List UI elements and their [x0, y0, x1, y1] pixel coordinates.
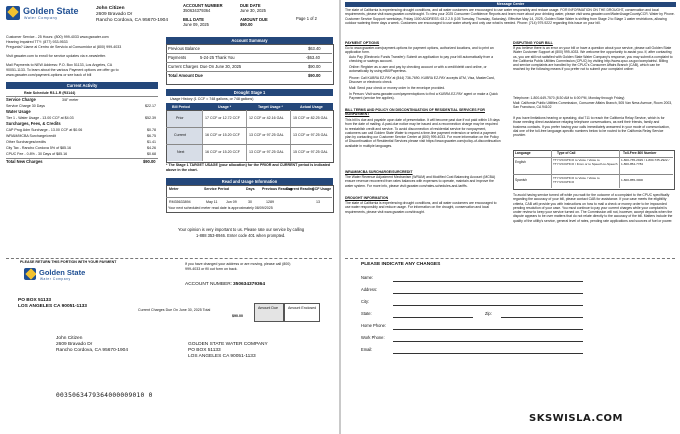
payment-options-title: PAYMENT OPTIONS — [345, 41, 380, 45]
activity-amount: $0.78 — [147, 128, 156, 132]
remit-city: LOS ANGELES CA 90051-1133 — [18, 304, 87, 309]
form-label-address: Address: — [361, 287, 378, 292]
company-subtitle: Water Company — [24, 16, 58, 20]
form-label-email: Email: — [361, 347, 373, 352]
relay-type: TTY/VCO/HCO to Voice / Voice to TTY/VCO/HCO / From or to Speech-to-Speech — [553, 158, 618, 167]
dispute-text: If you believe there is an error on your bill or have a question about your service, please call Golden State Water Customer Support at (800) 999-4033. We welcome the opportunity to assist you. If, after contacting us, you are still not satisfied with Golden State Water Company's response, you may submit a complaint to the California Public Utilities Commission (CPUC) by visiting http://www.cpuc.ca.gov/complaints/. Billing and service complaints are handled by the CPUC's Consumer Affairs Branch (CAB), which can be reached by the following means if you prefer not to submit your complaint online: — [513, 46, 673, 72]
stub-company-subtitle: Water Company — [40, 277, 71, 281]
relay-text: If you have limitations hearing or speaking, dial 711 to reach the California Relay Service, which is for those needing direct assistance relaying telephone conversations, as well their friends, family and business contacts. If you prefer having your calls immediately answered in your mode of communication, dial one of the toll-free language-specific numbers below to be routed to the California Relay Service provider. — [513, 116, 670, 137]
home-phone-field[interactable] — [393, 329, 583, 330]
usage-cell: 17 CCF or 12.72 CCF — [205, 116, 240, 120]
activity-line: Service Charge 30 Days — [6, 104, 45, 108]
account-summary-title: Account Summary — [166, 37, 333, 44]
changes-title: PLEASE INDICATE ANY CHANGES — [361, 262, 441, 267]
contact-mail-1: Mail Payments to NEW Address: P.O. Box 51133, Los Angeles, CA — [6, 63, 113, 67]
summary-detail: Due On June 30, 2025 — [200, 64, 242, 69]
activity-line: CAP Prog Adm Surcharge - 13.00 CCF at $0.06 — [6, 128, 83, 132]
activity-line: Other Surcharges/credits — [6, 140, 46, 144]
usage-cell: 16 CCF or 15.20 CCF — [205, 150, 240, 154]
summary-label: Current Charges — [168, 64, 199, 69]
relay-number: 1-800-855-3000 — [621, 178, 644, 182]
relay-header: Language — [515, 151, 531, 155]
usage-period: Current — [174, 133, 186, 137]
activity-line: CPUC Fee - 0.8% - 30 Days of $85.16 — [6, 152, 68, 156]
relay-language: English — [515, 160, 526, 164]
bill-terms-text: This bill is due and payable upon date of presentation. It will become past due if not paid within 19 days from the date of mailing. A past-due notice may be issued and a reconnection charge may be required to reestablish credit and service. To avoid disconnection of residential service for nonpayment, customers can call Golden State Water to request a time-line payment extension or select a payment plan by contacting our Customer Service Center at (800) 999-4033. For more information on the Policy of Discontinuation of Residential Services please visit https://www.gswater.com/policy-of-discontinuation available in multiple languages. — [345, 118, 501, 148]
payment-option: Phone: Call KUBRA EZ-PAY at (844) 736-7690. KUBRA EZ-PAY accepts ATM, Visa, MasterCard, Discover or electronic check. — [349, 76, 495, 85]
payee-city: LOS ANGELES CA 90051-1133 — [188, 354, 256, 359]
form-label-name: Name: — [361, 275, 374, 280]
payee-name: GOLDEN STATE WATER COMPANY — [188, 342, 268, 347]
meter-cell: 1289 — [266, 200, 274, 204]
bill-back-page — [341, 0, 680, 434]
due-date: June 30, 2025 — [240, 8, 266, 13]
usage-footnote: * The Stage 1 TARGET USAGE (your allocation) for the PRIOR and CURRENT period is indicated above in the chart. — [166, 163, 331, 172]
cpuc-mail: Mail: California Public Utilities Commission, Consumer Affairs Branch, 505 Van Ness Avenue, Room 2003, San Francisco, CA 94102 — [513, 101, 673, 110]
stub-account-label: ACCOUNT NUMBER: — [185, 282, 233, 287]
customer-name: John Citizen — [96, 6, 125, 11]
activity-amount: $0.68 — [147, 152, 156, 156]
wram-title: WRAM/MCBA SURCHARGE/SURCREDIT — [345, 170, 413, 174]
drought-stage-title: Drought Stage 1 — [166, 89, 333, 96]
account-number: 350634379364 — [183, 8, 211, 13]
page-number: Page 1 of 2 — [296, 16, 317, 21]
activity-amount: $6.75 — [147, 134, 156, 138]
state-field[interactable] — [393, 317, 473, 318]
customer-address-2: Rancho Cordova, CA 95670-1904 — [96, 18, 169, 23]
account-number-label: ACCOUNT NUMBER — [183, 3, 223, 8]
usage-header: Usage * — [218, 105, 232, 109]
surcharges-label: Surcharges, Fees, & Credits — [6, 121, 61, 126]
water-usage-label: Water Usage — [6, 109, 31, 114]
meter-header: Days — [246, 187, 255, 191]
rate-schedule: Rate Schedule R3-1-R (R3144) — [24, 91, 76, 95]
amount-due: $90.00 — [240, 22, 253, 27]
relay-language: Spanish — [515, 178, 527, 182]
meter-header: Current Reading — [286, 187, 315, 191]
message-center-title: Message Center — [345, 2, 676, 7]
meter-info-title: Read and Usage Information — [166, 178, 333, 185]
usage-cell: 16 CCF or 15.20 CCF — [205, 133, 240, 137]
activity-line: City Tax - Rancho Cordova 5% of $85.16 — [6, 146, 72, 150]
usage-cell: 13 CCF or 97.25 GAL — [249, 133, 284, 137]
contact-email-note: Visit gswater.com to enroll for service updates via e-newsletter. — [6, 54, 107, 58]
customer-address-1: 2609 Bravado Dr — [96, 12, 133, 17]
meter-header: Meter — [169, 187, 179, 191]
drought-info-text: The state of California is experiencing drought conditions, and all water customers are encouraged to use water responsibly and reduce usage. For information on the drought, conservation and local requirements, please visit www.gswater.com/drought. — [345, 201, 497, 214]
due-date-label: DUE DATE — [240, 3, 261, 8]
stub-customer-name: John Citizen — [56, 336, 83, 341]
usage-cell: 15 CCF or 82.25 GAL — [293, 116, 328, 120]
message-center-text: The state of California is experiencing drought conditions, and all water customers are encouraged to use water responsibly and reduce usage. FOR INFORMATION ON THE DROUGHT, conservation and local requirements, please visit www.gswater.com/drought. To view your 2025 Consumer Confidence Reports and learn more about your drinking water, please visit www.gswater.com/WaterUsageCountyCCR. Water by Phone. Customer Service Support: weekdays, Friday 1000 ADDRESS: 63 2.2.5 (105 Tuesday, Thursday, Saturday). Effective May 14, 2025, Golden State Water is shifting from Stage 2 to Stage 1 water restrictions, allowing outdoor watering three days a week. Customers are encouraged to use water wisely and only use what is needed. Phone: (714) 979-9222 regarding this issue on your bill. — [345, 8, 675, 25]
summary-amount: $63.40 — [308, 46, 321, 51]
stub-due-line: Current Charges Due On June 30, 2025 Total — [138, 308, 211, 312]
contact-line-2: Hearing Impaired TTY: (877) 933-9533 — [6, 40, 68, 44]
activity-line: WRAM/MCBA Surcharge/credit — [6, 134, 56, 138]
meter-cell: May 11 — [206, 200, 218, 204]
summary-label: Payments — [168, 55, 187, 60]
usage-header: Actual Usage — [300, 105, 323, 109]
amount-enclosed-label: Amount Enclosed — [288, 306, 317, 310]
meter-cell: RM35633894 — [169, 200, 191, 204]
summary-label: Previous Balance — [168, 46, 200, 51]
contact-mail-2: 90051-1133. To learn about the various Payment options we offer go to — [6, 68, 119, 72]
back-tear-line — [345, 258, 675, 259]
meter-size: 3/8" meter — [62, 98, 79, 102]
meter-cell: 13 — [316, 200, 320, 204]
usage-subtitle: Usage History (1 CCF = 748 gallons, or 748 gallons) — [170, 97, 254, 101]
form-label-city: City: — [361, 299, 370, 304]
meter-header: Service Period — [204, 187, 229, 191]
bill-date: June 09, 2025 — [183, 22, 209, 27]
remit-po-box: PO BOX 51133 — [18, 298, 52, 303]
stub-customer-address-1: 2609 Bravado Dr — [56, 342, 93, 347]
summary-detail: 5-24-25 Thank You — [200, 55, 235, 60]
relay-type: TTY/VCO/HCO to Voice / Voice to TTY/VCO/HCO — [553, 176, 600, 185]
summary-label: Total Amount Due — [168, 73, 203, 78]
email-field[interactable] — [393, 353, 583, 354]
usage-cell: 13 CCF or 97.25 GAL — [293, 133, 328, 137]
payment-option: Online: Register as a user and pay by checking account or with a credit/debit card online, or automatically by using eBill/Paperless. — [349, 65, 487, 74]
total-new-charges-label: Total New Charges — [6, 159, 43, 164]
current-activity-title: Current Activity — [6, 82, 158, 89]
scan-line: 0035063479364000009010 0 — [56, 392, 153, 399]
address-field[interactable] — [393, 293, 583, 294]
usage-period: Next — [177, 150, 185, 154]
bill-front-page — [0, 0, 339, 434]
stub-amount-due-label: Amount Due — [258, 306, 278, 310]
meter-cell: 30 — [248, 200, 252, 204]
meter-header: CCF Usage — [312, 187, 332, 191]
contact-line-1: Customer Service - 25 Hours: (800) 999-4033 www.gswater.com — [6, 35, 109, 39]
relay-header: Type of Call — [557, 151, 576, 155]
watermark: SKSWISLA.COM — [529, 413, 623, 424]
activity-amount: $52.39 — [145, 116, 156, 120]
address-change-note-2: 999-4033 or fill out form on back. — [185, 267, 238, 271]
company-logo-icon — [6, 6, 20, 20]
form-label-zip: Zip: — [485, 311, 492, 316]
stub-logo-icon — [24, 268, 36, 280]
wram-text: The Water Revenue Adjustment Mechanism (WRAM) and Modified Cost Balancing Account (MCBA) ensure revenue recovered from rates balances with expenses to operate, maintain and improve the water system. For more info, please visit gswater.com/rates-schedules-and-tariffs. — [345, 175, 496, 188]
survey-message-1: Your opinion is very important to us. Please rate our service by calling — [178, 227, 305, 232]
summary-amount: $90.00 — [308, 64, 321, 69]
cpuc-phone: Telephone: 1-800-649-7570 (8:30 AM to 6:00 PM, Monday through Friday) — [513, 96, 625, 100]
total-new-charges: $90.00 — [143, 159, 156, 164]
next-read-date: Your next scheduled meter read date is approximately 08/09/2025 — [168, 206, 273, 210]
stub-account-number: 350634379364 — [233, 282, 266, 287]
amount-due-label: AMOUNT DUE — [240, 17, 268, 22]
usage-cell: 13 CCF or 97.25 GAL — [249, 150, 284, 154]
meter-header: Previous Reading — [262, 187, 293, 191]
summary-amount: $90.00 — [308, 73, 321, 78]
usage-header: Bill Period — [172, 105, 190, 109]
payment-option: Mail: Send your check or money order in the envelope provided. — [349, 86, 446, 90]
city-field[interactable] — [393, 305, 583, 306]
tear-line — [6, 258, 332, 259]
usage-header: Target Usage * — [258, 105, 283, 109]
summary-amount: -$63.40 — [306, 55, 320, 60]
stub-customer-address-2: Rancho Cordova, CA 95670-1904 — [56, 348, 129, 353]
activity-line: Tier 1 - Water Usage - 13.00 CCF at $4.03 — [6, 116, 74, 120]
payment-option: In Person: Visit www.gswater.com/paymentoptions to find a KUBRA EZ-PAY agent or make a Quick Payment (service fee applies). — [349, 92, 498, 101]
stub-company-name: Golden State — [39, 268, 86, 277]
dispute-title: DISPUTING YOUR BILL — [513, 41, 553, 45]
stub-amount-due: $90.00 — [232, 314, 243, 318]
form-label-home-phone: Home Phone: — [361, 323, 387, 328]
service-charge-label: Service Charge — [6, 97, 36, 102]
payee-po-box: PO BOX 51133 — [188, 348, 221, 353]
activity-amount: $4.26 — [147, 146, 156, 150]
activity-amount: $1.41 — [147, 140, 156, 144]
survey-message-2: 1-888 353-8946. Enter code 401 when prompted. — [196, 233, 286, 238]
name-field[interactable] — [393, 281, 583, 282]
address-change-note-1: If you have changed your address or are moving, please call (800) — [185, 262, 291, 266]
relay-number: 1-800-735-2929 / 1-800-735-2922 / 1-800-854-7784 — [621, 158, 670, 167]
meter-cell: Jun 09 — [226, 200, 237, 204]
contact-mail-3: www.gswater.com/payment-options or see back of bill — [6, 73, 92, 77]
activity-amount: $22.17 — [145, 104, 156, 108]
usage-cell: 12 CCF or 42.16 GAL — [249, 116, 284, 120]
form-label-state: State: — [361, 311, 372, 316]
return-note: PLEASE RETURN THIS PORTION WITH YOUR PAYMENT — [20, 260, 117, 264]
form-label-work-phone: Work Phone: — [361, 335, 385, 340]
company-name: Golden State — [23, 6, 79, 16]
drought-info-title: DROUGHT INFORMATION — [345, 196, 389, 200]
relay-header: Toll-Free 800 Number — [623, 151, 657, 155]
bill-date-label: BILL DATE — [183, 17, 204, 22]
usage-period: Prior — [176, 116, 184, 120]
work-phone-field[interactable] — [393, 341, 583, 342]
payment-options-intro: Go to www.gswater.com/payment-options for payment options, authorized locations, and to print an application form. — [345, 46, 494, 55]
payment-option: Auto Pay (Electronic Funds Transfer): Submit an application to pay your bill automatically from a checking or savings account. — [349, 55, 493, 64]
bill-terms-title: BILL TERMS AND POLICY ON DISCONTINUATION OF RESIDENTIAL SERVICES FOR NONPAYMENT — [345, 108, 485, 117]
contact-line-3: Pregunta? Llame al Centro de Servicio al Consumidor al (800) 999-4033 — [6, 45, 122, 49]
usage-cell: 15 CCF or 97.25 GAL — [293, 150, 328, 154]
zip-field[interactable] — [501, 317, 583, 318]
avoid-disconnect-text: To avoid having service turned off while you wait for the outcome of a complaint to the CPUC specifically regarding the accuracy of your bill, please contact CAB for assistance. If your case meets the eligibility criteria, CAB will provide you with instructions on how to mail a check or money order to be impounded pending resolution of your case. You must continue to pay your current charges while your complaint is under review to keep your service turned on. The Commission will not, however, accept deposits when the dispute appears to be over matters that do not relate directly to the accuracy of the bill. Matters include the quality of the utility's service, general level of rates, pending rate applications and sources of fuel or power. — [513, 193, 673, 223]
